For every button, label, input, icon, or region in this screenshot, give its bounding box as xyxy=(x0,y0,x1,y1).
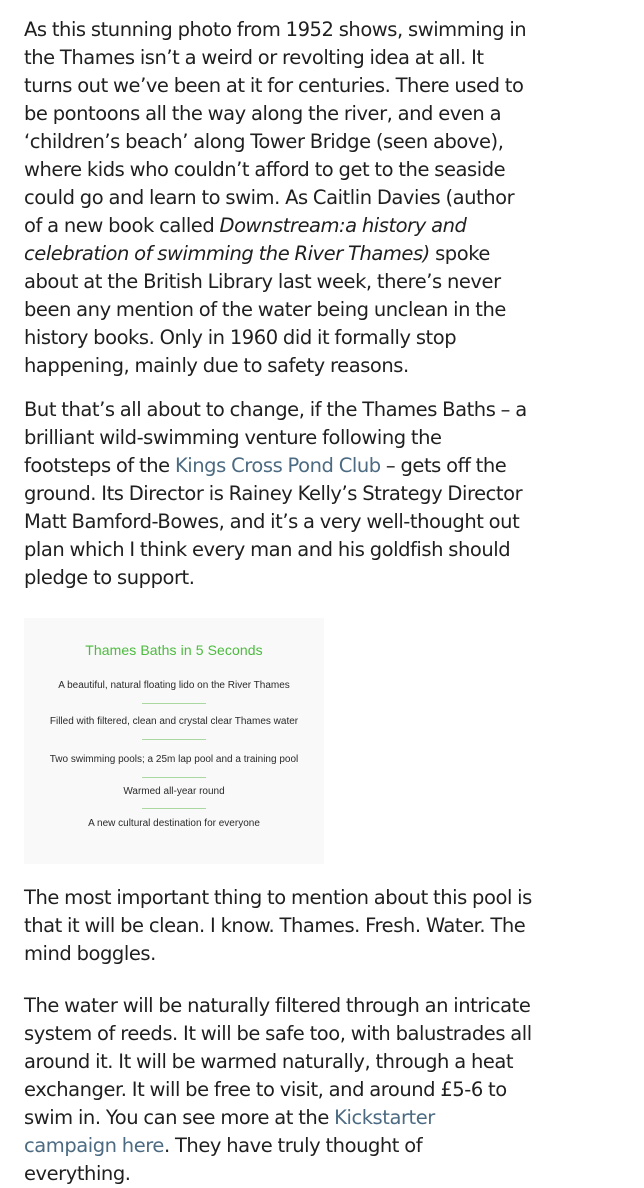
paragraph-text: As this stunning photo from 1952 shows, swimming in the Thames isn’t a weird or revolting idea at all. It turns out we’ve been at it for centuries. There used to be pontoons all the way along the river, and even a ‘children’s beach’ along Tower Bridge (seen above), where kids who couldn’t afford to get to the seaside could go and learn to swim. As Caitlin Davies (author of a new book called xyxy=(24,18,527,237)
paragraph-text: – gets off the ground. Its Director is Rainey Kelly’s Strategy Director Matt Bamford-Bowes, and it’s a very well-thought out plan which I think every man and his goldfish should pledge to support. xyxy=(24,454,523,589)
infographic-divider xyxy=(142,808,206,809)
kickstarter-campaign-link[interactable]: Kickstarter campaign here xyxy=(24,1106,435,1157)
infographic-title: Thames Baths in 5 Seconds xyxy=(85,642,263,658)
infographic-divider xyxy=(142,703,206,704)
kings-cross-pond-club-link[interactable]: Kings Cross Pond Club xyxy=(174,454,381,477)
paragraph-text: spoke about at the British Library last week, there’s never been any mention of the water being unclean in the history books. Only in 1960 did it formally stop happening, mainly due to safety reasons. xyxy=(24,242,506,377)
paragraph-text: The water will be naturally filtered through an intricate system of reeds. It will be safe too, with balustrades all around it. It will be warmed naturally, through a heat exchanger. It will be free to visit, and around £5-6 to swim in. You can see more at the xyxy=(24,994,532,1129)
book-title: Downstream:a history and celebration of swimming the River Thames) xyxy=(24,214,467,265)
paragraph-thames-baths xyxy=(24,396,532,592)
infographic-divider xyxy=(142,739,206,740)
paragraph-clean-pool xyxy=(24,884,532,968)
infographic-item: Filled with filtered, clean and crystal clear Thames water xyxy=(49,716,299,727)
infographic-item: A new cultural destination for everyone xyxy=(88,818,260,829)
paragraph-text: But that’s all about to change, if the Thames Baths – a brilliant wild-swimming venture following the footsteps of the xyxy=(24,398,527,477)
paragraph-details xyxy=(24,992,532,1188)
thames-baths-infographic xyxy=(24,618,324,864)
infographic-item: Two swimming pools; a 25m lap pool and a training pool xyxy=(49,754,299,765)
infographic-item: Warmed all-year round xyxy=(123,786,225,797)
paragraph-text: The most important thing to mention about this pool is that it will be clean. I know. Thames. Fresh. Water. The mind boggles. xyxy=(24,886,532,965)
infographic-divider xyxy=(142,777,206,778)
paragraph-history xyxy=(24,16,532,380)
infographic-item: A beautiful, natural floating lido on the River Thames xyxy=(58,680,290,691)
paragraph-text: . They have truly thought of everything. xyxy=(24,1134,423,1185)
